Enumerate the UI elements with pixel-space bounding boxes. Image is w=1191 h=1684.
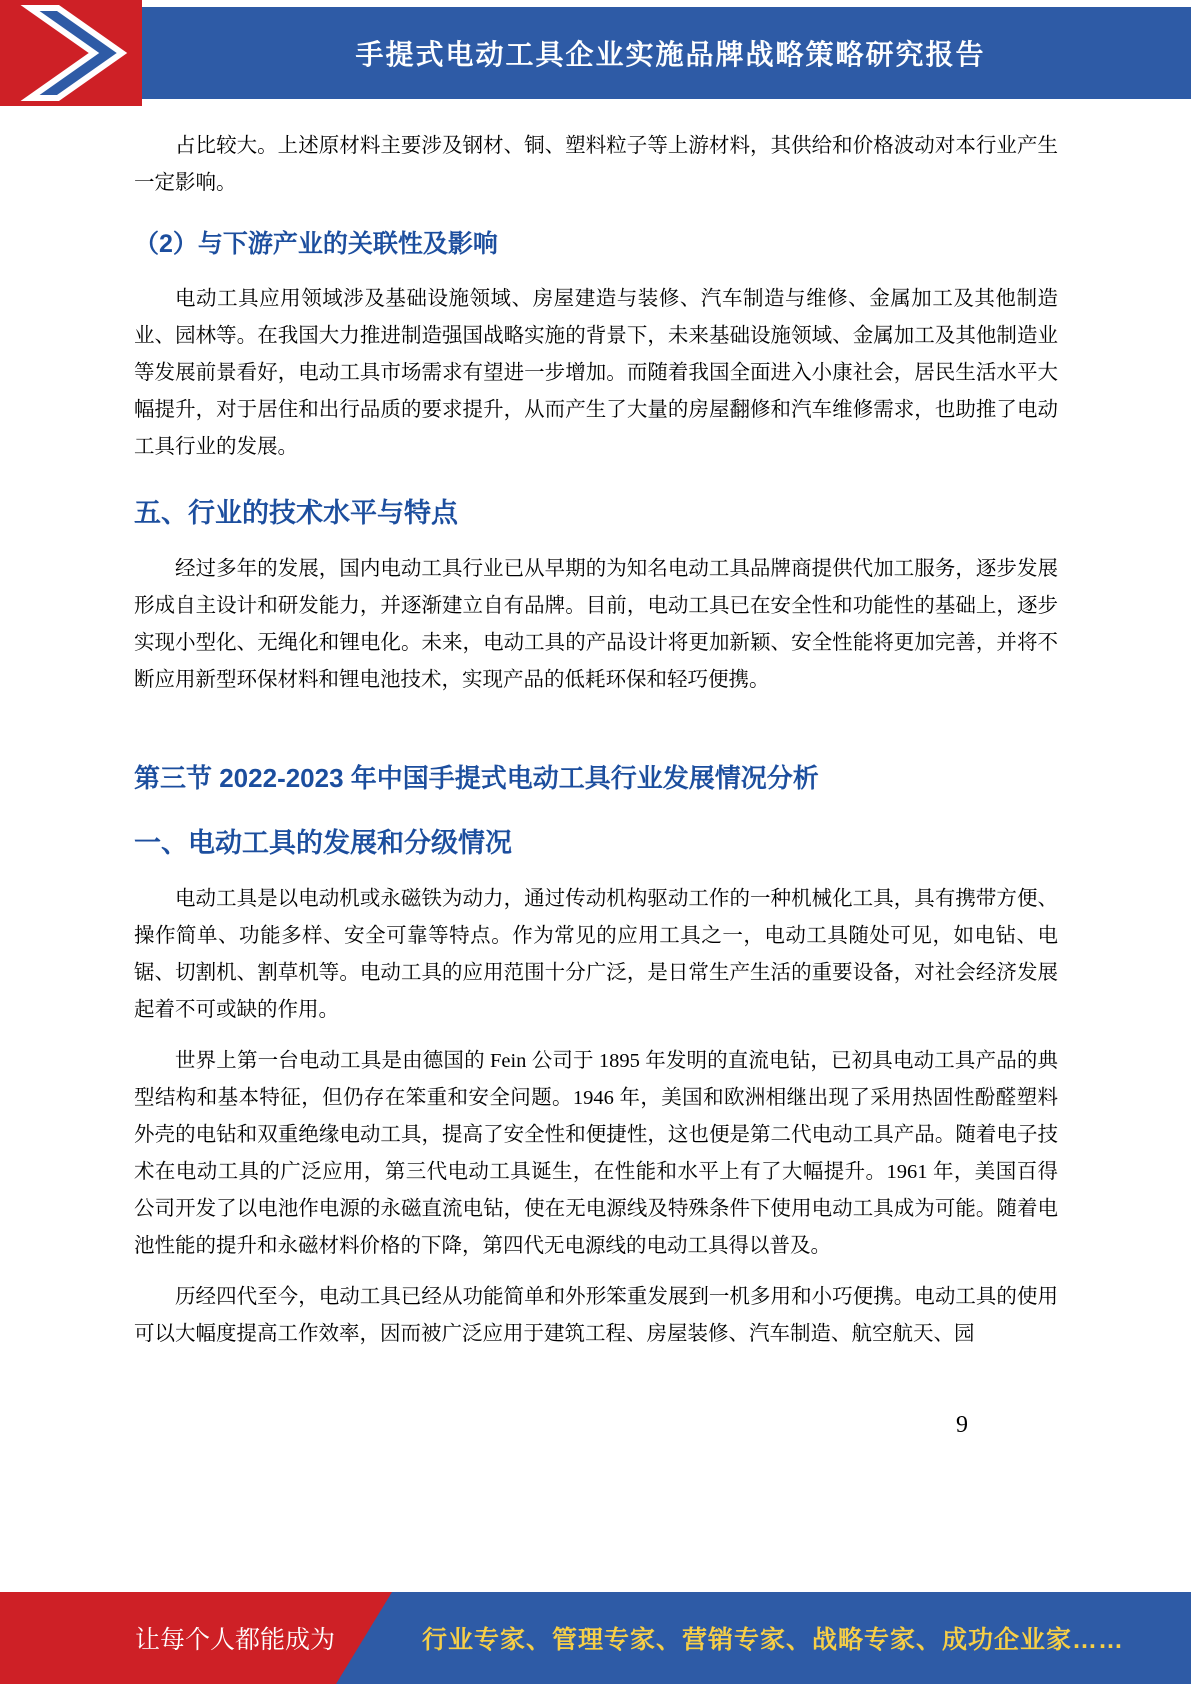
paragraph-raw-materials: 占比较大。上述原材料主要涉及钢材、铜、塑料粒子等上游材料，其供给和价格波动对本行业产生一定影响。 <box>134 135 1058 194</box>
header-corner-decoration <box>0 0 142 106</box>
footer-experts-text: 行业专家、管理专家、营销专家、战略专家、成功企业家…… <box>421 1626 1124 1654</box>
paragraph-technology: 经过多年的发展，国内电动工具行业已从早期的为知名电动工具品牌商提供代加工服务，逐步发展形成自主设计和研发能力，并逐渐建立自有品牌。目前，电动工具已在安全性和功能性的基础上，逐步实现小型化、无绳化和锂电化。未来，电动工具的产品设计将更加新颖、安全性能将更加完善，并将不断应用新型环保材料和锂电池技术，实现产品的低耗环保和轻巧便携。 <box>134 557 1058 691</box>
paragraph-four-generations: 历经四代至今，电动工具已经从功能简单和外形笨重发展到一机多用和小巧便携。电动工具的使用可以大幅度提高工作效率，因而被广泛应用于建筑工程、房屋装修、汽车制造、航空航天、园 <box>134 1285 1058 1345</box>
footer-slogan: 让每个人都能成为 <box>135 1626 336 1654</box>
report-title: 手提式电动工具企业实施品牌战略策略研究报告 <box>355 39 986 70</box>
page-header <box>0 0 1191 112</box>
paragraph-downstream: 电动工具应用领域涉及基础设施领域、房屋建造与装修、汽车制造与维修、金属加工及其他制造业、园林等。在我国大力推进制造强国战略实施的背景下，未来基础设施领域、金属加工及其他制造业等发展前景看好，电动工具市场需求有望进一步增加。而随着我国全面进入小康社会，居民生活水平大幅提升，对于居住和出行品质的要求提升，从而产生了大量的房屋翻修和汽车维修需求，也助推了电动工具行业的发展。 <box>134 287 1058 458</box>
chevron-right-icon <box>8 0 134 106</box>
heading-downstream-industry: （2）与下游产业的关联性及影响 <box>134 230 498 258</box>
heading-development-classification: 一、电动工具的发展和分级情况 <box>134 827 512 858</box>
section-heading-development-analysis: 第三节 2022-2023 年中国手提式电动工具行业发展情况分析 <box>134 762 819 793</box>
paragraph-tool-definition: 电动工具是以电动机或永磁铁为动力，通过传动机构驱动工作的一种机械化工具，具有携带方便、操作简单、功能多样、安全可靠等特点。作为常见的应用工具之一，电动工具随处可见，如电钻、电锯、切割机、割草机等。电动工具的应用范围十分广泛，是日常生产生活的重要设备，对社会经济发展起着不可或缺的作用。 <box>134 887 1058 1021</box>
page-footer <box>0 1592 1191 1684</box>
heading-technology-level: 五、行业的技术水平与特点 <box>134 497 458 528</box>
page-number: 9 <box>956 1412 968 1438</box>
page-content <box>134 128 1058 1367</box>
paragraph-tool-history: 世界上第一台电动工具是由德国的 Fein 公司于 1895 年发明的直流电钻，已初具电动工具产品的典型结构和基本特征，但仍存在笨重和安全问题。1946 年，美国和欧洲相继出现了采用热固性酚醛塑料外壳的电钻和双重绝缘电动工具，提高了安全性和便捷性，这也便是第二代电动工具产品。随着电子技术在电动工具的广泛应用，第三代电动工具诞生，在性能和水平上有了大幅提升。1961 年，美国百得公司开发了以电池作电源的永磁直流电钻，使在无电源线及特殊条件下使用电动工具成为可能。随着电池性能的提升和永磁材料价格的下降，第四代无电源线的电动工具得以普及。 <box>134 1049 1058 1257</box>
